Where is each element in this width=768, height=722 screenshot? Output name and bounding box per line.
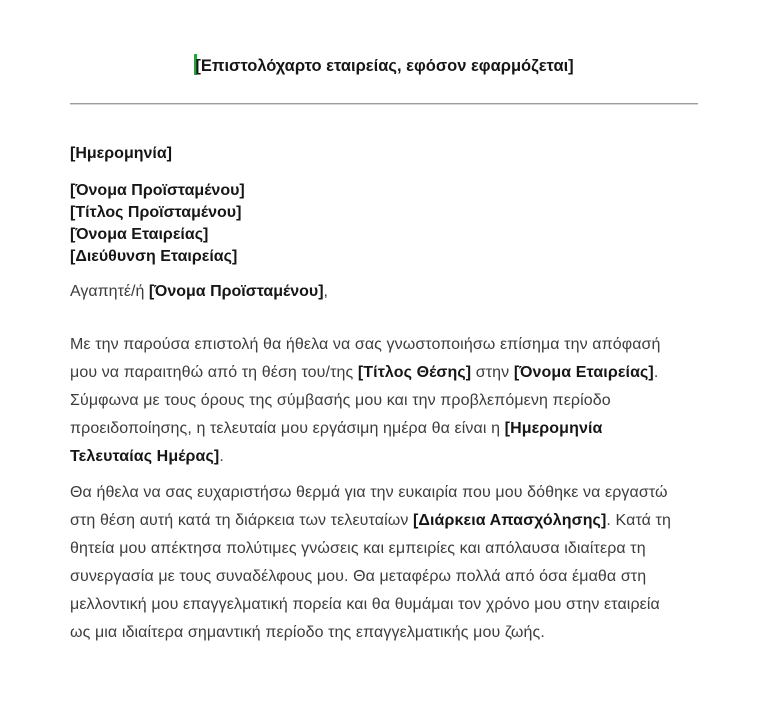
letter-text: θητεία μου απέκτησα πολύτιμες γνώσεις και εμπειρίες και απόλαυσα ιδιαίτερα τη	[70, 540, 646, 557]
text-line	[70, 224, 698, 246]
text-line	[70, 281, 698, 303]
text-line	[70, 619, 698, 647]
letter-text: συνεργασία με τους συναδέλφους μου. Θα μεταφέρω πολλά από όσα έμαθα στη	[70, 568, 647, 585]
horizontal-rule	[70, 103, 698, 105]
text-line	[70, 443, 698, 471]
placeholder-field: Τελευταίας Ημέρας]	[70, 448, 220, 465]
letter-text: μου να παραιτηθώ από τη θέση του/της	[70, 364, 358, 381]
placeholder-field: [Τίτλος Προϊσταμένου]	[70, 204, 242, 221]
letter-text: Με την παρούσα επιστολή θα ήθελα να σας γνωστοποιήσω επίσημα την απόφασή	[70, 336, 661, 353]
placeholder-field: [Τίτλος Θέσης]	[357, 364, 472, 381]
letter-title-text: [Επιστολόχαρτο εταιρείας, εφόσον εφαρμόζεται]	[195, 57, 574, 75]
placeholder-field: [Όνομα Εταιρείας]	[70, 226, 209, 243]
letter-text: προειδοποίησης, η τελευταία μου εργάσιμη ημέρα θα είναι η	[70, 420, 505, 437]
text-line	[70, 180, 698, 202]
block-date	[70, 143, 698, 165]
letter-text: . Κατά τη	[606, 512, 671, 529]
letter-text: ,	[323, 283, 328, 300]
letter-text: .	[653, 364, 659, 381]
block-salutation	[70, 281, 698, 303]
block-paragraph	[70, 331, 698, 471]
document-page[interactable]	[0, 54, 768, 722]
placeholder-field: [Ημερομηνία	[504, 420, 603, 437]
text-line	[70, 202, 698, 224]
block-paragraph	[70, 479, 698, 647]
letter-text: ως μια ιδιαίτερα σημαντική περίοδο της επαγγελματικής μου ζωής.	[70, 624, 545, 641]
text-line	[70, 415, 698, 443]
placeholder-field: [Όνομα Προϊσταμένου]	[70, 182, 245, 199]
text-line	[70, 387, 698, 415]
letter-text: στη θέση αυτή κατά τη διάρκεια των τελευταίων	[70, 512, 413, 529]
block-recipient	[70, 180, 698, 268]
letter-body[interactable]	[70, 143, 698, 647]
placeholder-field: [Όνομα Προϊσταμένου]	[148, 283, 324, 300]
text-line	[70, 563, 698, 591]
letter-text: Θα ήθελα να σας ευχαριστήσω θερμά για την ευκαιρία που μου δόθηκε να εργαστώ	[70, 484, 668, 501]
text-line	[70, 535, 698, 563]
letter-text: μελλοντική μου επαγγελματική πορεία και θα θυμάμαι τον χρόνο μου στην εταιρεία	[70, 596, 660, 613]
text-line	[70, 331, 698, 359]
letter-text: .	[219, 448, 224, 465]
letter-text: Αγαπητέ/ή	[70, 283, 149, 300]
text-line	[70, 143, 698, 165]
letter-title	[70, 54, 698, 78]
text-line	[70, 479, 698, 507]
placeholder-field: [Ημερομηνία]	[70, 145, 173, 162]
placeholder-field: [Διάρκεια Απασχόλησης]	[412, 512, 607, 529]
text-line	[70, 246, 698, 268]
letter-text: Σύμφωνα με τους όρους της σύμβασής μου και την προβλεπόμενη περίοδο	[70, 392, 611, 409]
placeholder-field: [Όνομα Εταιρείας]	[513, 364, 654, 381]
placeholder-field: [Διεύθυνση Εταιρείας]	[70, 248, 238, 265]
text-line	[70, 591, 698, 619]
letter-text: στην	[471, 364, 514, 381]
text-line	[70, 359, 698, 387]
text-line	[70, 507, 698, 535]
